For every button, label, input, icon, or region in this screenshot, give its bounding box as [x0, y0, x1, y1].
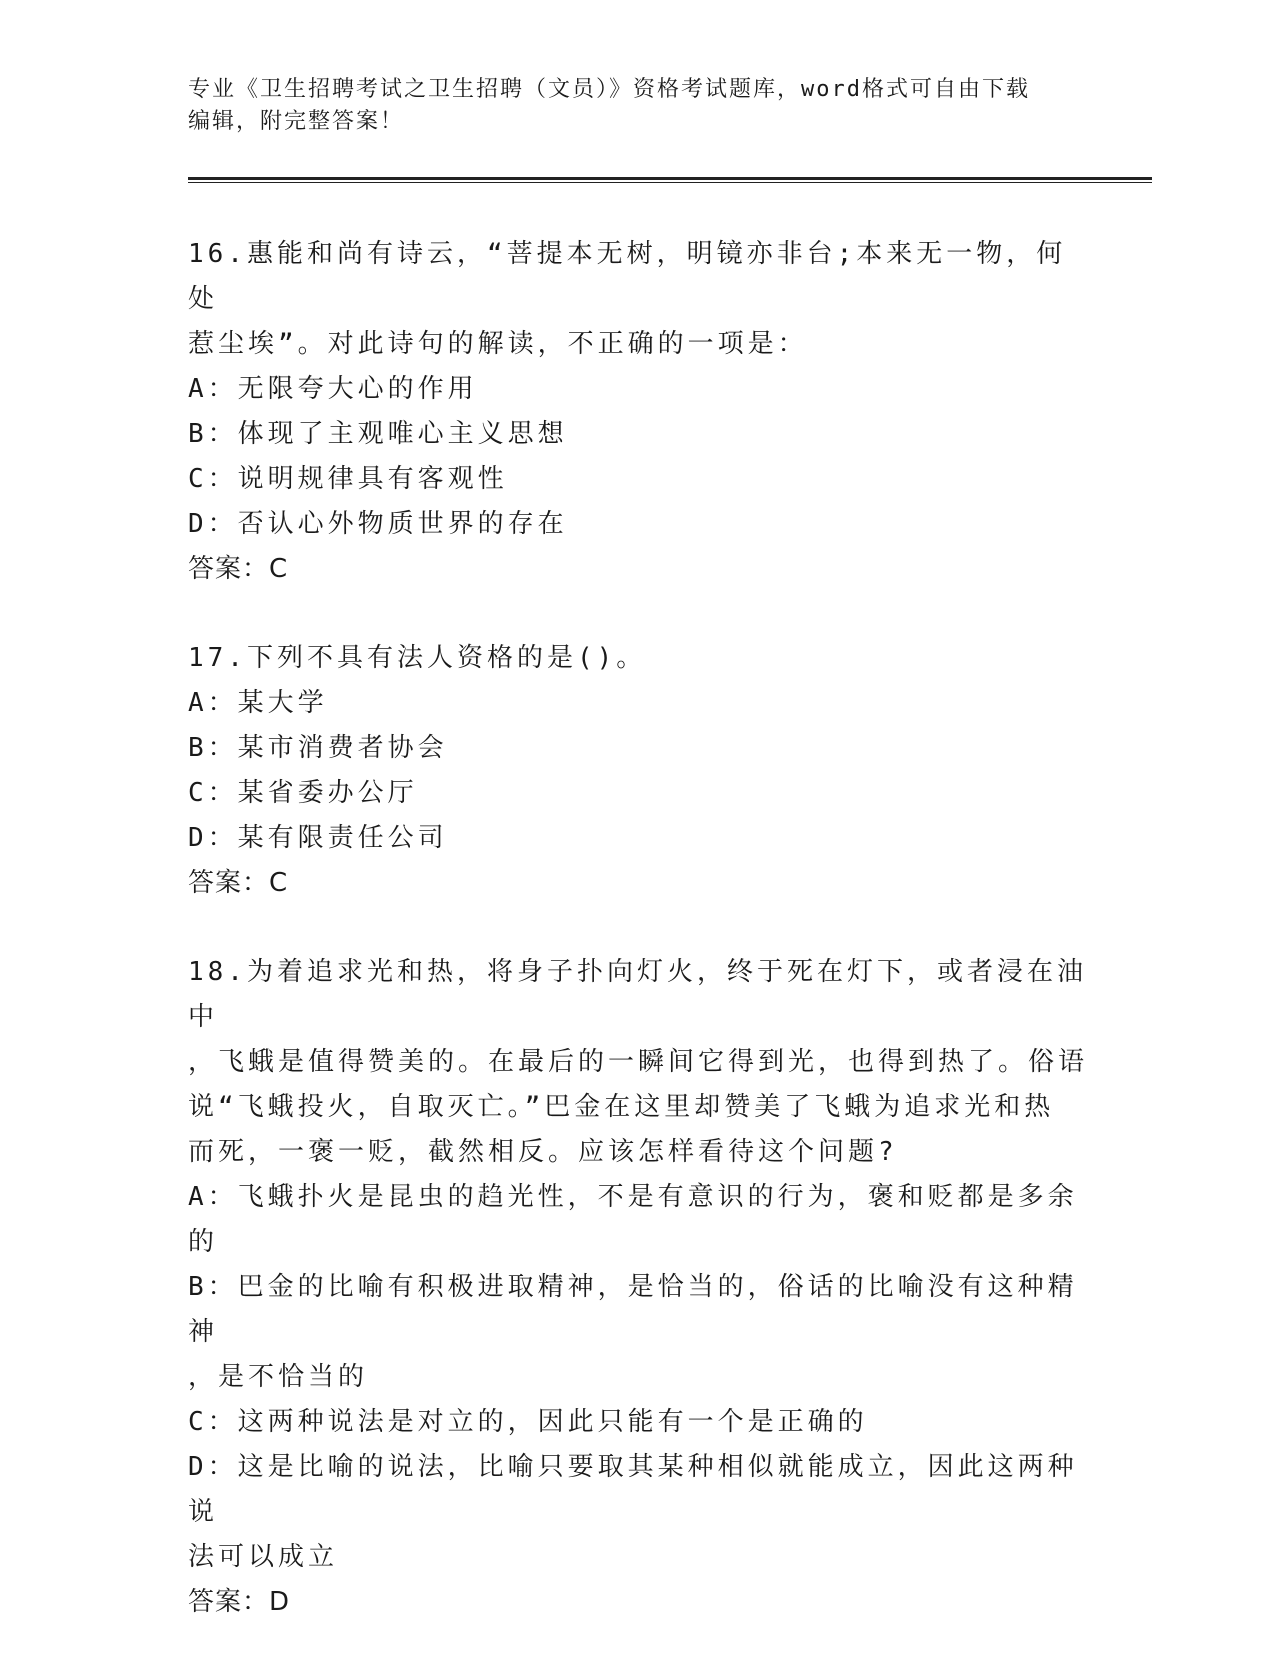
question-stem-line: 16.惠能和尚有诗云，“菩提本无树，明镜亦非台;本来无一物，何处	[188, 239, 1067, 314]
question-stem-line: 而死，一褒一贬，截然相反。应该怎样看待这个问题?	[188, 1137, 898, 1167]
option-c: C：某省委办公厅	[188, 778, 418, 808]
option-d: D：否认心外物质世界的存在	[188, 509, 568, 539]
option-c: C：这两种说法是对立的，因此只能有一个是正确的	[188, 1407, 868, 1437]
option-c: C：说明规律具有客观性	[188, 464, 508, 494]
question-17	[188, 636, 1088, 906]
question-16	[188, 232, 1088, 592]
option-a: A：飞蛾扑火是昆虫的趋光性，不是有意识的行为，褒和贬都是多余的	[188, 1182, 1078, 1257]
question-stem-line: 18.为着追求光和热，将身子扑向灯火，终于死在灯下，或者浸在油中	[188, 957, 1087, 1032]
answer-line: 答案：C	[188, 868, 289, 898]
answer-line: 答案：D	[188, 1587, 291, 1617]
option-b: B：巴金的比喻有积极进取精神，是恰当的，俗话的比喻没有这种精神	[188, 1272, 1078, 1347]
header-divider-thin	[188, 182, 1152, 183]
option-b-continued: ，是不恰当的	[188, 1362, 369, 1392]
question-stem-line: 17.下列不具有法人资格的是()。	[188, 643, 647, 673]
question-list	[188, 232, 1088, 1669]
option-d-continued: 法可以成立	[188, 1542, 339, 1572]
option-d: D：某有限责任公司	[188, 823, 448, 853]
option-a: A：某大学	[188, 688, 328, 718]
answer-line: 答案：C	[188, 554, 289, 584]
question-stem-line: ，飞蛾是值得赞美的。在最后的一瞬间它得到光，也得到热了。俗语	[188, 1047, 1089, 1077]
question-stem-line: 惹尘埃”。对此诗句的解读，不正确的一项是：	[188, 329, 808, 359]
option-b: B：体现了主观唯心主义思想	[188, 419, 568, 449]
header-line-2: 编辑，附完整答案！	[188, 109, 405, 134]
question-18	[188, 950, 1088, 1625]
header-line-1: 专业《卫生招聘考试之卫生招聘（文员）》资格考试题库，word格式可自由下载	[188, 77, 1030, 102]
document-header	[188, 74, 1088, 138]
question-stem-line: 说“飞蛾投火，自取灭亡。”巴金在这里却赞美了飞蛾为追求光和热	[188, 1092, 1055, 1122]
option-d: D：这是比喻的说法，比喻只要取其某种相似就能成立，因此这两种说	[188, 1452, 1078, 1527]
option-a: A：无限夸大心的作用	[188, 374, 478, 404]
header-divider	[188, 177, 1152, 180]
option-b: B：某市消费者协会	[188, 733, 448, 763]
